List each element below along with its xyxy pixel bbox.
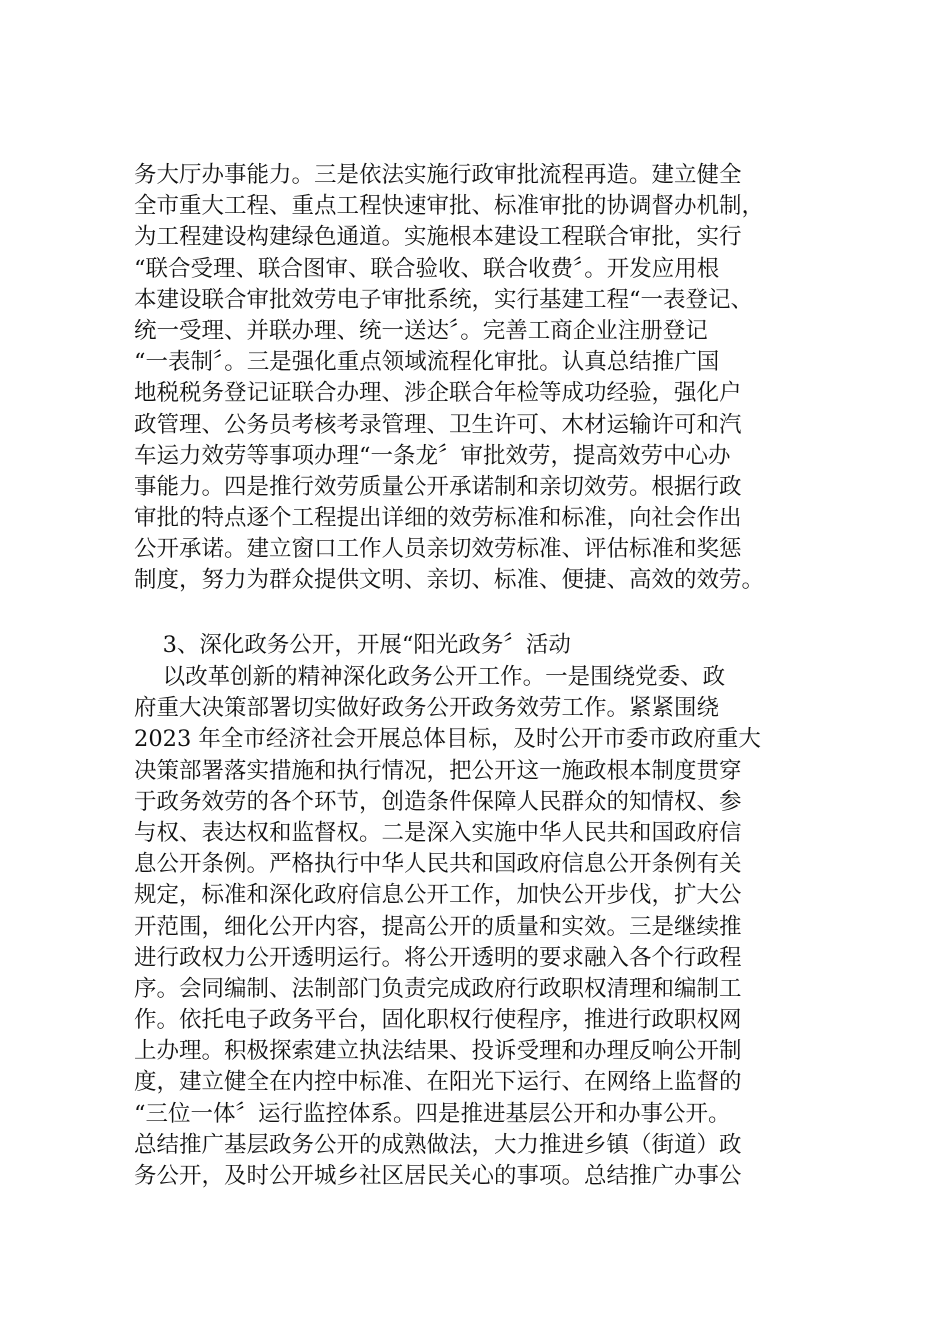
text-line: 本建设联合审批效劳电子审批系统，实行基建工程“一表登记、 <box>134 286 754 313</box>
text-line: 进行政权力公开透明运行。将公开透明的要求融入各个行政程 <box>134 944 742 971</box>
text-line: 总结推广基层政务公开的成熟做法，大力推进乡镇（街道）政 <box>134 1131 742 1158</box>
text-line: 为工程建设构建绿色通道。实施根本建设工程联合审批，实行 <box>134 224 742 251</box>
text-line: 事能力。四是推行效劳质量公开承诺制和亲切效劳。根据行政 <box>134 473 742 500</box>
text-line: 制度，努力为群众提供文明、亲切、标准、便捷、高效的效劳。 <box>134 567 765 594</box>
text-line: 序。会同编制、法制部门负责完成政府行政职权清理和编制工 <box>134 975 742 1002</box>
text-line: 规定，标准和深化政府信息公开工作，加快公开步伐，扩大公 <box>134 882 742 909</box>
paragraph-1 <box>134 160 764 597</box>
text-line: 公开承诺。建立窗口工作人员亲切效劳标准、评估标准和奖惩 <box>134 536 742 563</box>
text-line: 务大厅办事能力。三是依法实施行政审批流程再造。建立健全 <box>134 162 742 188</box>
text-line: 政管理、公务员考核考录管理、卫生许可、木材运输许可和汽 <box>134 411 742 438</box>
text-line: 开范围，细化公开内容，提高公开的质量和实效。三是继续推 <box>134 913 742 940</box>
text-line: 上办理。积极探索建立执法结果、投诉受理和办理反响公开制 <box>134 1038 742 1065</box>
text-line: “联合受理、联合图审、联合验收、联合收费〞。开发应用根 <box>134 255 720 282</box>
text-line: 统一受理、并联办理、统一送达〞。完善工商企业注册登记 <box>134 317 708 344</box>
text-line: 2023 年全市经济社会开展总体目标，及时公开市委市政府重大 <box>134 726 761 753</box>
text-line: 息公开条例。严格执行中华人民共和国政府信息公开条例有关 <box>134 851 742 878</box>
text-line: 地税税务登记证联合办理、涉企联合年检等成功经验，强化户 <box>134 380 742 407</box>
section-heading-text: 3、深化政务公开，开展“阳光政务〞活动 <box>134 632 571 658</box>
text-line: “三位一体〞运行监控体系。四是推进基层公开和办事公开。 <box>134 1100 731 1127</box>
text-line: 于政务效劳的各个环节，创造条件保障人民群众的知情权、参 <box>134 788 742 815</box>
paragraph-2 <box>134 662 761 1192</box>
text-line: 度，建立健全在内控中标准、在阳光下运行、在网络上监督的 <box>134 1069 742 1096</box>
text-line: 决策部署落实措施和执行情况，把公开这一施政根本制度贯穿 <box>134 757 742 784</box>
text-line: 全市重大工程、重点工程快速审批、标准审批的协调督办机制， <box>134 193 765 220</box>
text-line: 车运力效劳等事项办理“一条龙〞审批效劳，提高效劳中心办 <box>134 442 731 469</box>
text-line: 府重大决策部署切实做好政务公开政务效劳工作。紧紧围绕 <box>134 695 720 722</box>
text-line: 以改革创新的精神深化政务公开工作。一是围绕党委、政 <box>134 664 726 690</box>
text-line: 作。依托电子政务平台，固化职权行使程序，推进行政职权网 <box>134 1007 742 1034</box>
text-line: 审批的特点逐个工程提出详细的效劳标准和标准，向社会作出 <box>134 505 742 532</box>
text-line: “一表制〞。三是强化重点领域流程化审批。认真总结推广国 <box>134 349 720 376</box>
text-line: 与权、表达权和监督权。二是深入实施中华人民共和国政府信 <box>134 819 742 846</box>
section-heading <box>134 630 571 661</box>
text-line: 务公开，及时公开城乡社区居民关心的事项。总结推广办事公 <box>134 1163 742 1189</box>
